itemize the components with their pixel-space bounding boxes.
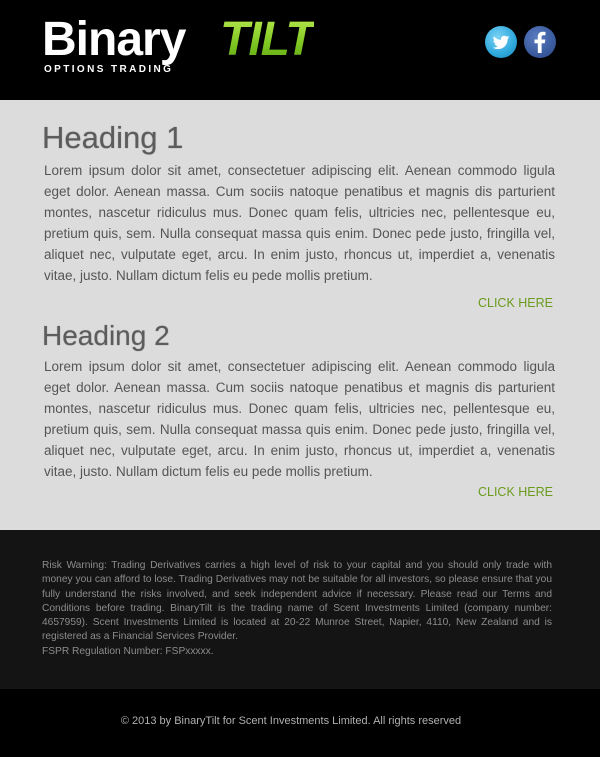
risk-warning-section bbox=[0, 530, 600, 689]
click-here-link-2[interactable]: CLICK HERE bbox=[477, 485, 553, 499]
copyright-text: © 2013 by BinaryTilt for Scent Investments Limited. All rights reserved bbox=[120, 715, 462, 727]
main-content bbox=[0, 100, 600, 530]
risk-warning-body: Risk Warning: Trading Derivatives carries a high level of risk to your capital and you should only trade with money you can afford to lose. Trading Derivatives may not be suitable for all investors, so please ensure that you fully understand the risks involved, and seek independent advice if necessary. Please read our Terms and Conditions before trading. BinaryTilt is the trading name of Scent Investments Limited (company number: 4657959). Scent Investments Limited is located at 20-22 Munroe Street, Napier, 4110, New Zealand and is registered as a Financial Services Provider. bbox=[42, 560, 552, 643]
footer bbox=[0, 689, 600, 757]
twitter-icon[interactable] bbox=[485, 26, 517, 58]
facebook-icon[interactable] bbox=[524, 26, 556, 58]
brand-logo[interactable] bbox=[42, 13, 342, 80]
logo-tilt-text: TILT bbox=[220, 13, 314, 66]
section-body-2: Lorem ipsum dolor sit amet, consectetuer adipiscing elit. Aenean commodo ligula eget dolor. Aenean massa. Cum sociis natoque penatibus et magnis dis parturient montes, nascetur ridiculus mus. Donec quam felis, ultricies nec, pellentesque eu, pretium quis, sem. Nulla consequat massa quis enim. Donec pede justo, fringilla vel, aliquet nec, vulputate eget, arcu. In enim justo, rhoncus ut, imperdiet a, venenatis vitae, justo. Nullam dictum felis eu pede mollis pretium. bbox=[44, 359, 555, 479]
logo-binary-text: Binary bbox=[42, 13, 186, 66]
risk-warning-text bbox=[42, 559, 552, 659]
header bbox=[0, 0, 600, 100]
fspr-number: FSPR Regulation Number: FSPxxxxx. bbox=[42, 645, 214, 657]
section-body-1: Lorem ipsum dolor sit amet, consectetuer adipiscing elit. Aenean commodo ligula eget dolor. Aenean massa. Cum sociis natoque penatibus et magnis dis parturient montes, nascetur ridiculus mus. Donec quam felis, ultricies nec, pellentesque eu, pretium quis, sem. Nulla consequat massa quis enim. Donec pede justo, fringilla vel, aliquet nec, vulputate eget, arcu. In enim justo, rhoncus ut, imperdiet a, venenatis vitae, justo. Nullam dictum felis eu pede mollis pretium. bbox=[44, 163, 555, 283]
section-heading-1: Heading 1 bbox=[42, 120, 184, 155]
logo-tagline: OPTIONS TRADING bbox=[44, 64, 174, 75]
section-heading-2: Heading 2 bbox=[42, 320, 170, 351]
click-here-link-1[interactable]: CLICK HERE bbox=[477, 296, 553, 310]
